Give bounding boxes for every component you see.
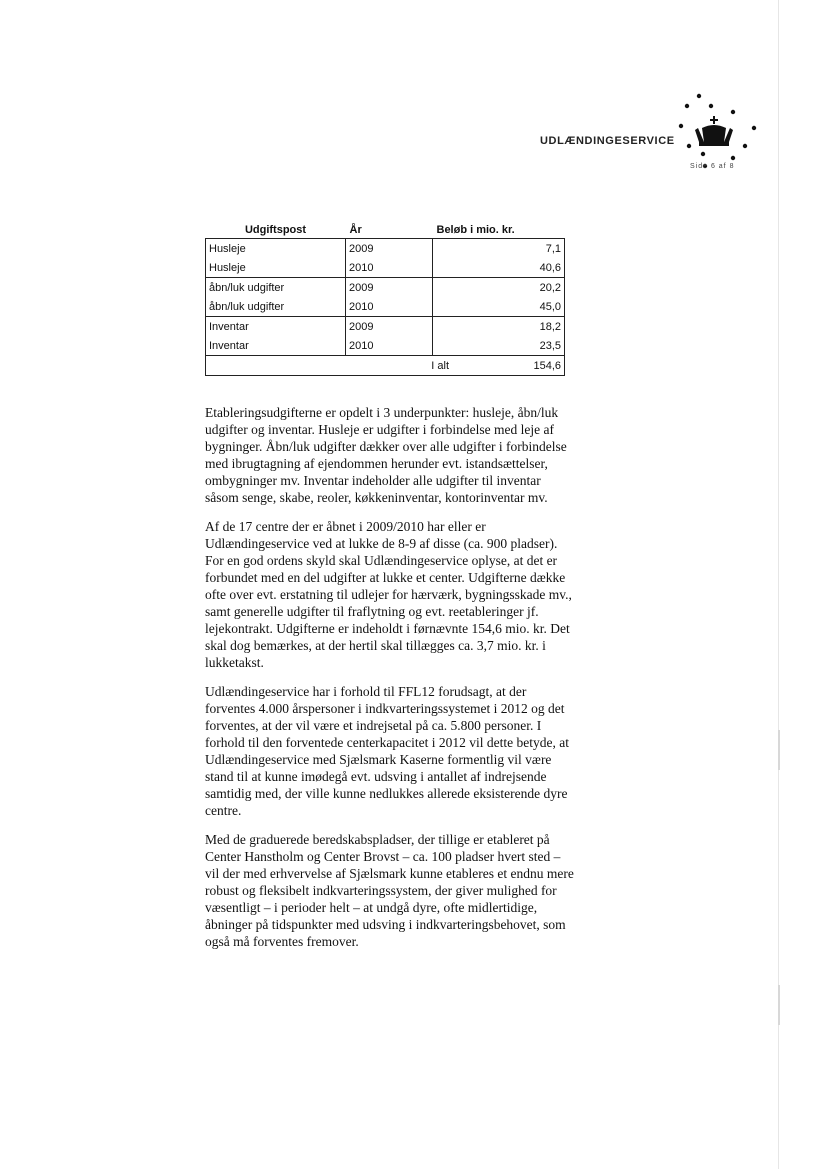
total-cell xyxy=(206,356,565,376)
column-header: Udgiftspost xyxy=(244,224,307,236)
cell-amount: 45,0 xyxy=(433,297,565,317)
cell-year: 2009 xyxy=(346,317,433,337)
cell-year: 2010 xyxy=(346,336,433,356)
cell-amount: 23,5 xyxy=(433,336,565,356)
page-header xyxy=(0,0,828,200)
paragraph: Udlændingeservice har i forhold til FFL12 forudsagt, at der forventes 4.000 årspersoner i indkvarteringssystemet i 2012 og det forventes, at der vil være et indrejsetal på ca. 5.800 personer. I forhold til den forventede centerkapacitet i 2012 vil dette betyde, at Udlændingeservice med Sjælsmark Kaserne formentlig vil være stand til at kunne imødegå evt. udsving i antallet af indrejsende samtidig med, der ville kunne nedlukkes allerede eksisterende dyre centre. xyxy=(205,684,569,818)
cell-year: 2010 xyxy=(346,297,433,317)
total-amount: 154,6 xyxy=(533,359,561,372)
cell-amount: 7,1 xyxy=(433,239,565,259)
paragraph: Med de graduerede beredskabspladser, der tillige er etableret på Center Hanstholm og Center Brovst – ca. 100 pladser hvert sted – vil der med erhvervelse af Sjælsmark kunne etableres et endnu mere robust og fleksibelt indkvarteringssystem, der giver mulighed for væsentligt – i perioder helt – at undgå dyre, ofte midlertidige, åbninger på tidspunkter med udsving i indkvarteringsbehovet, som også må forventes fremover. xyxy=(205,832,574,949)
table-row xyxy=(206,278,565,298)
cell-year: 2009 xyxy=(346,278,433,298)
cell-amount: 40,6 xyxy=(433,258,565,278)
table-row xyxy=(206,317,565,337)
cell-post: Husleje xyxy=(206,239,346,259)
table-row xyxy=(206,336,565,356)
body-text xyxy=(205,404,577,962)
cell-year: 2009 xyxy=(346,239,433,259)
cell-post: Inventar xyxy=(206,317,346,337)
page-number: Side 6 af 8 xyxy=(690,163,735,170)
scan-mark xyxy=(778,730,780,770)
cell-post: åbn/luk udgifter xyxy=(206,297,346,317)
crown-logo-icon xyxy=(675,92,760,184)
column-header: Beløb i mio. kr. xyxy=(436,224,515,236)
total-label: I alt xyxy=(431,359,449,372)
scan-mark xyxy=(778,985,780,1025)
column-header: År xyxy=(349,224,362,236)
paragraph: Etableringsudgifterne er opdelt i 3 underpunkter: husleje, åbn/luk udgifter og inventar. Husleje er udgifter i forbindelse med leje af bygninger. Åbn/luk udgifter dækker over alle udgifter i forbindelse med ibrugtagning af ejendommen herunder evt. istandsættelser, ombygninger mv. Inventar indeholder alle udgifter til inventar såsom senge, skabe, reoler, køkkeninventar, kontorinventar mv. xyxy=(205,405,567,505)
cell-amount: 20,2 xyxy=(433,278,565,298)
agency-name: UDLÆNDINGESERVICE xyxy=(540,135,675,147)
paragraph: Af de 17 centre der er åbnet i 2009/2010 har eller er Udlændingeservice ved at lukke de 8-9 af disse (ca. 900 pladser). For en god ordens skyld skal Udlændingeservice oplyse, at det er forbundet med en del udgifter at lukke et center. Udgifterne dække ofte over evt. erstatning til udlejer for hærværk, bygningsskade mv., samt generelle udgifter til fraflytning og evt. reetableringer jf. lejekontrakt. Udgifterne er indeholdt i førnævnte 154,6 mio. kr. Det skal dog bemærkes, at der hertil skal tillægges ca. 3,7 mio. kr. i lukketakst. xyxy=(205,519,572,670)
total-row xyxy=(206,356,565,376)
cell-post: Husleje xyxy=(206,258,346,278)
cost-table xyxy=(205,223,565,376)
table-row xyxy=(206,297,565,317)
table-row xyxy=(206,258,565,278)
cell-year: 2010 xyxy=(346,258,433,278)
table-row xyxy=(206,239,565,259)
cell-post: åbn/luk udgifter xyxy=(206,278,346,298)
cell-post: Inventar xyxy=(206,336,346,356)
cell-amount: 18,2 xyxy=(433,317,565,337)
